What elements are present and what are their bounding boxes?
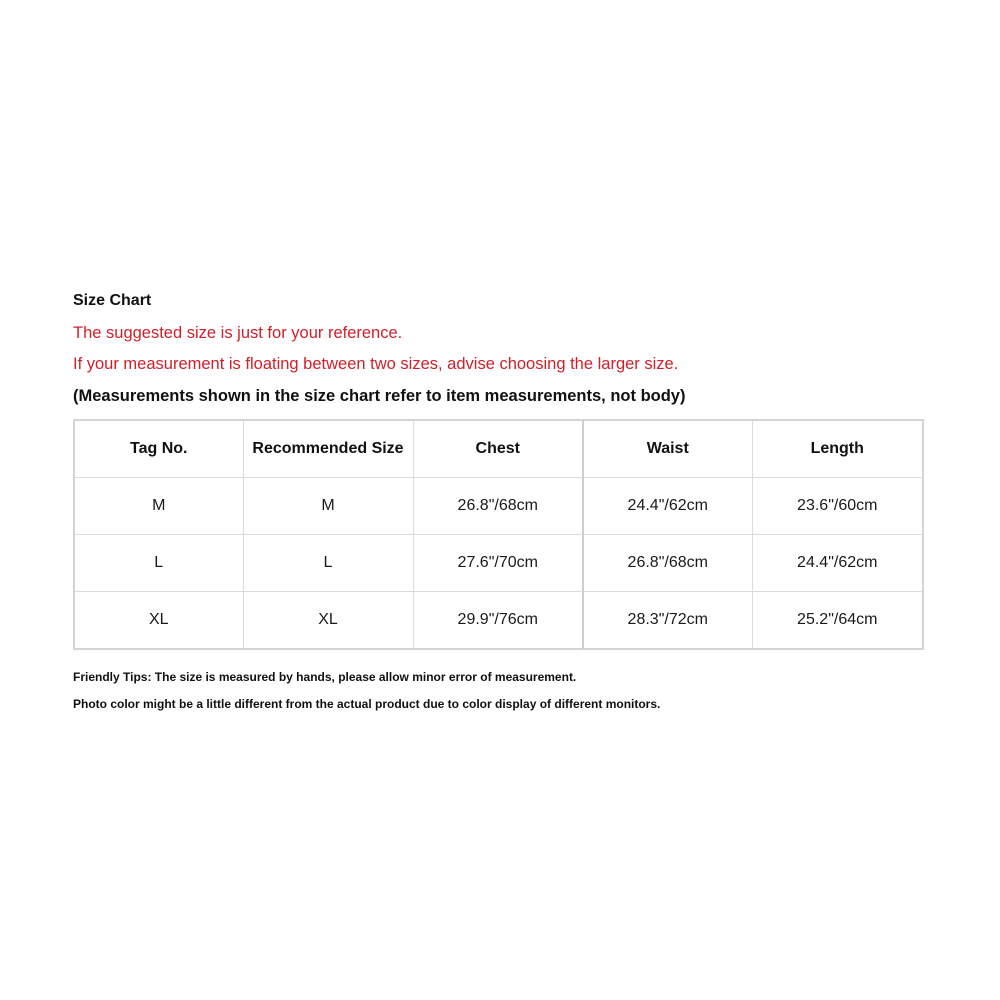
cell-length: 25.2"/64cm xyxy=(752,592,923,650)
cell-waist: 28.3"/72cm xyxy=(583,592,752,650)
table-row xyxy=(74,478,923,535)
cell-length: 24.4"/62cm xyxy=(752,535,923,592)
cell-recommended-size: L xyxy=(243,535,413,592)
cell-chest: 29.9"/76cm xyxy=(413,592,583,650)
table-row xyxy=(74,535,923,592)
header-length: Length xyxy=(752,420,923,478)
cell-tag-no: XL xyxy=(74,592,243,650)
cell-tag-no: L xyxy=(74,535,243,592)
header-tag-no: Tag No. xyxy=(74,420,243,478)
header-chest: Chest xyxy=(413,420,583,478)
cell-recommended-size: XL xyxy=(243,592,413,650)
cell-chest: 27.6"/70cm xyxy=(413,535,583,592)
larger-size-notice: If your measurement is floating between two sizes, advise choosing the larger size. xyxy=(73,355,679,373)
table-header-row xyxy=(74,420,923,478)
cell-waist: 26.8"/68cm xyxy=(583,535,752,592)
cell-length: 23.6"/60cm xyxy=(752,478,923,535)
cell-recommended-size: M xyxy=(243,478,413,535)
size-table xyxy=(73,419,924,650)
cell-tag-no: M xyxy=(74,478,243,535)
table-row xyxy=(74,592,923,650)
cell-chest: 26.8"/68cm xyxy=(413,478,583,535)
measurement-note: (Measurements shown in the size chart refer to item measurements, not body) xyxy=(73,387,686,405)
cell-waist: 24.4"/62cm xyxy=(583,478,752,535)
header-waist: Waist xyxy=(583,420,752,478)
friendly-tip-measurement: Friendly Tips: The size is measured by hands, please allow minor error of measurement. xyxy=(73,670,577,684)
size-chart-title: Size Chart xyxy=(73,292,152,309)
reference-notice: The suggested size is just for your reference. xyxy=(73,324,403,342)
friendly-tip-color: Photo color might be a little different from the actual product due to color display of different monitors. xyxy=(73,697,661,711)
header-recommended-size: Recommended Size xyxy=(243,420,413,478)
